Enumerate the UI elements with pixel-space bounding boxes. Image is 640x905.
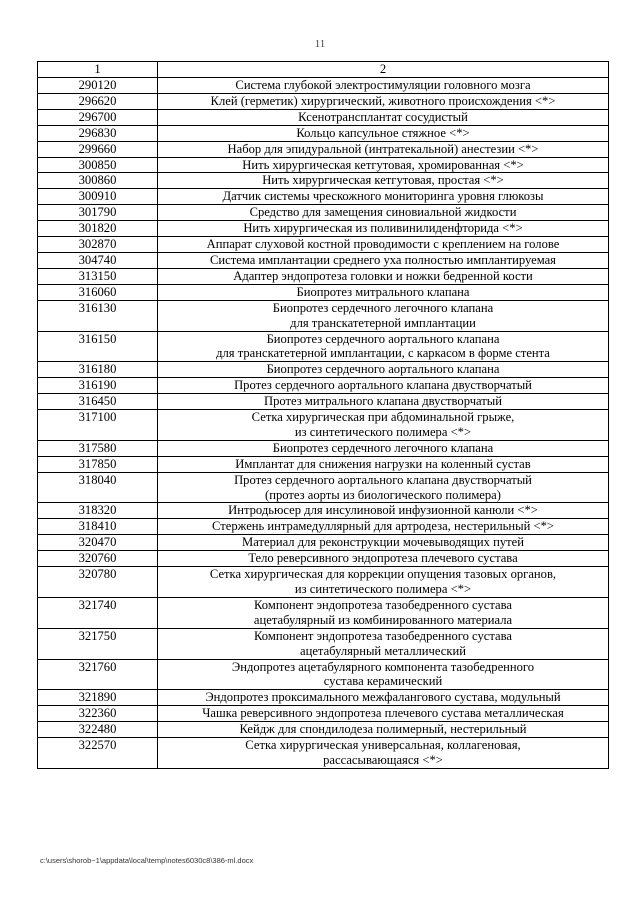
table-row: [38, 738, 609, 769]
device-description-cell: [158, 597, 609, 628]
device-description-cell: [158, 141, 609, 157]
device-code-cell: 316180: [38, 362, 158, 378]
table-row: [38, 78, 609, 94]
description-line: Датчик системы чрескожного мониторинга уровня глюкозы: [222, 189, 544, 204]
table-row: [38, 410, 609, 441]
table-row: [38, 440, 609, 456]
device-code-cell: 304740: [38, 252, 158, 268]
device-code-cell: 321760: [38, 659, 158, 690]
description-line: Биопротез сердечного легочного клапана: [272, 440, 494, 455]
description-line: Средство для замещения синовиальной жидкости: [249, 205, 517, 220]
device-description-cell: [158, 690, 609, 706]
device-code-cell: 322480: [38, 722, 158, 738]
footer-file-path: c:\users\shorob~1\appdata\local\temp\notes6030c8\386-ml.docx: [40, 856, 254, 865]
device-description-cell: [158, 331, 609, 362]
device-description-cell: [158, 706, 609, 722]
table-row: [38, 109, 609, 125]
device-code-cell: 300860: [38, 173, 158, 189]
device-code-cell: 300850: [38, 157, 158, 173]
device-code-cell: 316060: [38, 284, 158, 300]
device-code-cell: 301820: [38, 221, 158, 237]
device-code-cell: 290120: [38, 78, 158, 94]
device-description-cell: [158, 551, 609, 567]
device-description-cell: [158, 300, 609, 331]
description-line: Набор для эпидуральной (интратекальной) анестезии <*>: [227, 141, 539, 156]
device-description-cell: [158, 378, 609, 394]
device-code-cell: 316130: [38, 300, 158, 331]
description-line: рассасывающаяся <*>: [323, 752, 443, 767]
description-line: Кольцо капсульное стяжное <*>: [296, 125, 470, 140]
device-code-cell: 316190: [38, 378, 158, 394]
device-code-cell: 316450: [38, 394, 158, 410]
device-code-cell: 296620: [38, 93, 158, 109]
description-line: Сетка хирургическая при абдоминальной грыже,: [251, 410, 515, 425]
description-line: Имплантат для снижения нагрузки на коленный сустав: [235, 456, 531, 471]
device-code-cell: 317580: [38, 440, 158, 456]
description-line: (протез аорты из биологического полимера): [265, 487, 501, 502]
device-code-cell: 320760: [38, 551, 158, 567]
device-code-cell: 318040: [38, 472, 158, 503]
description-line: ацетабулярный металлический: [300, 643, 466, 658]
table-row: [38, 456, 609, 472]
device-code-cell: 299660: [38, 141, 158, 157]
device-code-cell: 318410: [38, 519, 158, 535]
table-row: [38, 597, 609, 628]
device-code-cell: 296700: [38, 109, 158, 125]
device-description-cell: [158, 535, 609, 551]
description-line: Тело реверсивного эндопротеза плечевого сустава: [248, 551, 518, 566]
description-line: Нить хирургическая из поливинилиденфторида <*>: [243, 221, 523, 236]
table-row: [38, 284, 609, 300]
description-line: Клей (герметик) хирургический, животного происхождения <*>: [210, 93, 556, 108]
description-line: Биопротез сердечного аортального клапана: [266, 331, 500, 346]
table-row: [38, 519, 609, 535]
description-line: Система имплантации среднего уха полностью имплантируемая: [210, 252, 556, 267]
device-description-cell: [158, 221, 609, 237]
table-row: [38, 93, 609, 109]
device-description-cell: [158, 659, 609, 690]
description-line: Материал для реконструкции мочевыводящих путей: [242, 535, 524, 550]
table-row: [38, 173, 609, 189]
table-row: [38, 141, 609, 157]
device-code-cell: 316150: [38, 331, 158, 362]
table-row: [38, 362, 609, 378]
table-row: [38, 551, 609, 567]
device-description-cell: [158, 173, 609, 189]
description-line: для транскатетерной имплантации, с каркасом в форме стента: [216, 346, 550, 361]
device-description-cell: [158, 503, 609, 519]
description-line: Биопротез митрального клапана: [296, 284, 470, 299]
table-row: [38, 378, 609, 394]
device-description-cell: [158, 205, 609, 221]
device-description-cell: [158, 268, 609, 284]
device-description-cell: [158, 410, 609, 441]
device-code-cell: 300910: [38, 189, 158, 205]
description-line: Нить хирургическая кетгутовая, простая <*>: [262, 173, 504, 188]
device-code-cell: 321740: [38, 597, 158, 628]
table-row: [38, 706, 609, 722]
table-row: [38, 503, 609, 519]
table-body: [38, 62, 609, 769]
table-row: [38, 722, 609, 738]
table-row: [38, 394, 609, 410]
device-code-table: [37, 61, 609, 769]
table-row: [38, 472, 609, 503]
table-header-row: [38, 62, 609, 78]
description-line: Адаптер эндопротеза головки и ножки бедренной кости: [233, 268, 533, 283]
table-row: [38, 659, 609, 690]
device-description-cell: [158, 252, 609, 268]
table-row: [38, 237, 609, 253]
description-line: Компонент эндопротеза тазобедренного сустава: [254, 628, 512, 643]
description-line: Эндопротез ацетабулярного компонента тазобедренного: [231, 659, 535, 674]
description-line: из синтетического полимера <*>: [294, 582, 472, 596]
description-line: Биопротез сердечного легочного клапана: [272, 300, 494, 315]
description-line: Нить хирургическая кетгутовая, хромированная <*>: [242, 157, 524, 172]
device-description-cell: [158, 472, 609, 503]
description-line: сустава керамический: [323, 674, 443, 689]
description-line: для транскатетерной имплантации: [290, 315, 476, 330]
device-description-cell: [158, 628, 609, 659]
device-description-cell: [158, 157, 609, 173]
device-description-cell: [158, 109, 609, 125]
description-line: Интродьюсер для инсулиновой инфузионной канюли <*>: [228, 503, 538, 518]
description-line: Протез сердечного аортального клапана двустворчатый: [234, 378, 532, 393]
description-line: Сетка хирургическая универсальная, коллагеновая,: [245, 738, 521, 753]
table-row: [38, 221, 609, 237]
description-line: Протез митрального клапана двустворчатый: [263, 394, 502, 409]
column-header-2: 2: [158, 62, 609, 78]
device-description-cell: [158, 284, 609, 300]
description-line: ацетабулярный из комбинированного материала: [253, 612, 513, 627]
table-row: [38, 205, 609, 221]
device-description-cell: [158, 519, 609, 535]
device-description-cell: [158, 125, 609, 141]
device-code-cell: 296830: [38, 125, 158, 141]
description-line: Протез сердечного аортального клапана двустворчатый: [234, 472, 532, 487]
device-code-cell: 301790: [38, 205, 158, 221]
device-code-cell: 317850: [38, 456, 158, 472]
description-line: Чашка реверсивного эндопротеза плечевого сустава металлическая: [202, 706, 564, 721]
description-line: Ксенотрансплантат сосудистый: [298, 109, 468, 124]
device-code-cell: 302870: [38, 237, 158, 253]
table-row: [38, 125, 609, 141]
device-description-cell: [158, 78, 609, 94]
description-line: Аппарат слуховой костной проводимости с креплением на голове: [206, 237, 560, 252]
device-code-cell: 322570: [38, 738, 158, 769]
device-description-cell: [158, 567, 609, 598]
description-line: Биопротез сердечного аортального клапана: [266, 362, 500, 377]
device-description-cell: [158, 456, 609, 472]
device-code-cell: 321750: [38, 628, 158, 659]
device-description-cell: [158, 189, 609, 205]
table-row: [38, 690, 609, 706]
device-code-cell: 320780: [38, 567, 158, 598]
device-description-cell: [158, 722, 609, 738]
column-header-1: 1: [38, 62, 158, 78]
description-line: Компонент эндопротеза тазобедренного сустава: [254, 597, 512, 612]
table-row: [38, 628, 609, 659]
device-code-cell: 313150: [38, 268, 158, 284]
device-code-cell: 320470: [38, 535, 158, 551]
device-description-cell: [158, 237, 609, 253]
device-code-cell: 322360: [38, 706, 158, 722]
table-row: [38, 535, 609, 551]
device-description-cell: [158, 362, 609, 378]
description-line: Сетка хирургическая для коррекции опущения тазовых органов,: [209, 567, 557, 582]
table-row: [38, 252, 609, 268]
table-row: [38, 189, 609, 205]
table-row: [38, 300, 609, 331]
device-description-cell: [158, 738, 609, 769]
description-line: Кейдж для спондилодеза полимерный, нестерильный: [239, 722, 527, 737]
device-code-cell: 321890: [38, 690, 158, 706]
description-line: из синтетического полимера <*>: [294, 424, 472, 439]
page-number: 11: [314, 38, 326, 50]
device-description-cell: [158, 394, 609, 410]
device-code-cell: 318320: [38, 503, 158, 519]
table-row: [38, 268, 609, 284]
table-row: [38, 567, 609, 598]
table-row: [38, 157, 609, 173]
device-description-cell: [158, 440, 609, 456]
description-line: Эндопротез проксимального межфалангового сустава, модульный: [205, 690, 561, 705]
table-row: [38, 331, 609, 362]
description-line: Система глубокой электростимуляции головного мозга: [235, 78, 531, 92]
device-description-cell: [158, 93, 609, 109]
device-code-cell: 317100: [38, 410, 158, 441]
description-line: Стержень интрамедуллярный для артродеза, нестерильный <*>: [212, 519, 554, 534]
